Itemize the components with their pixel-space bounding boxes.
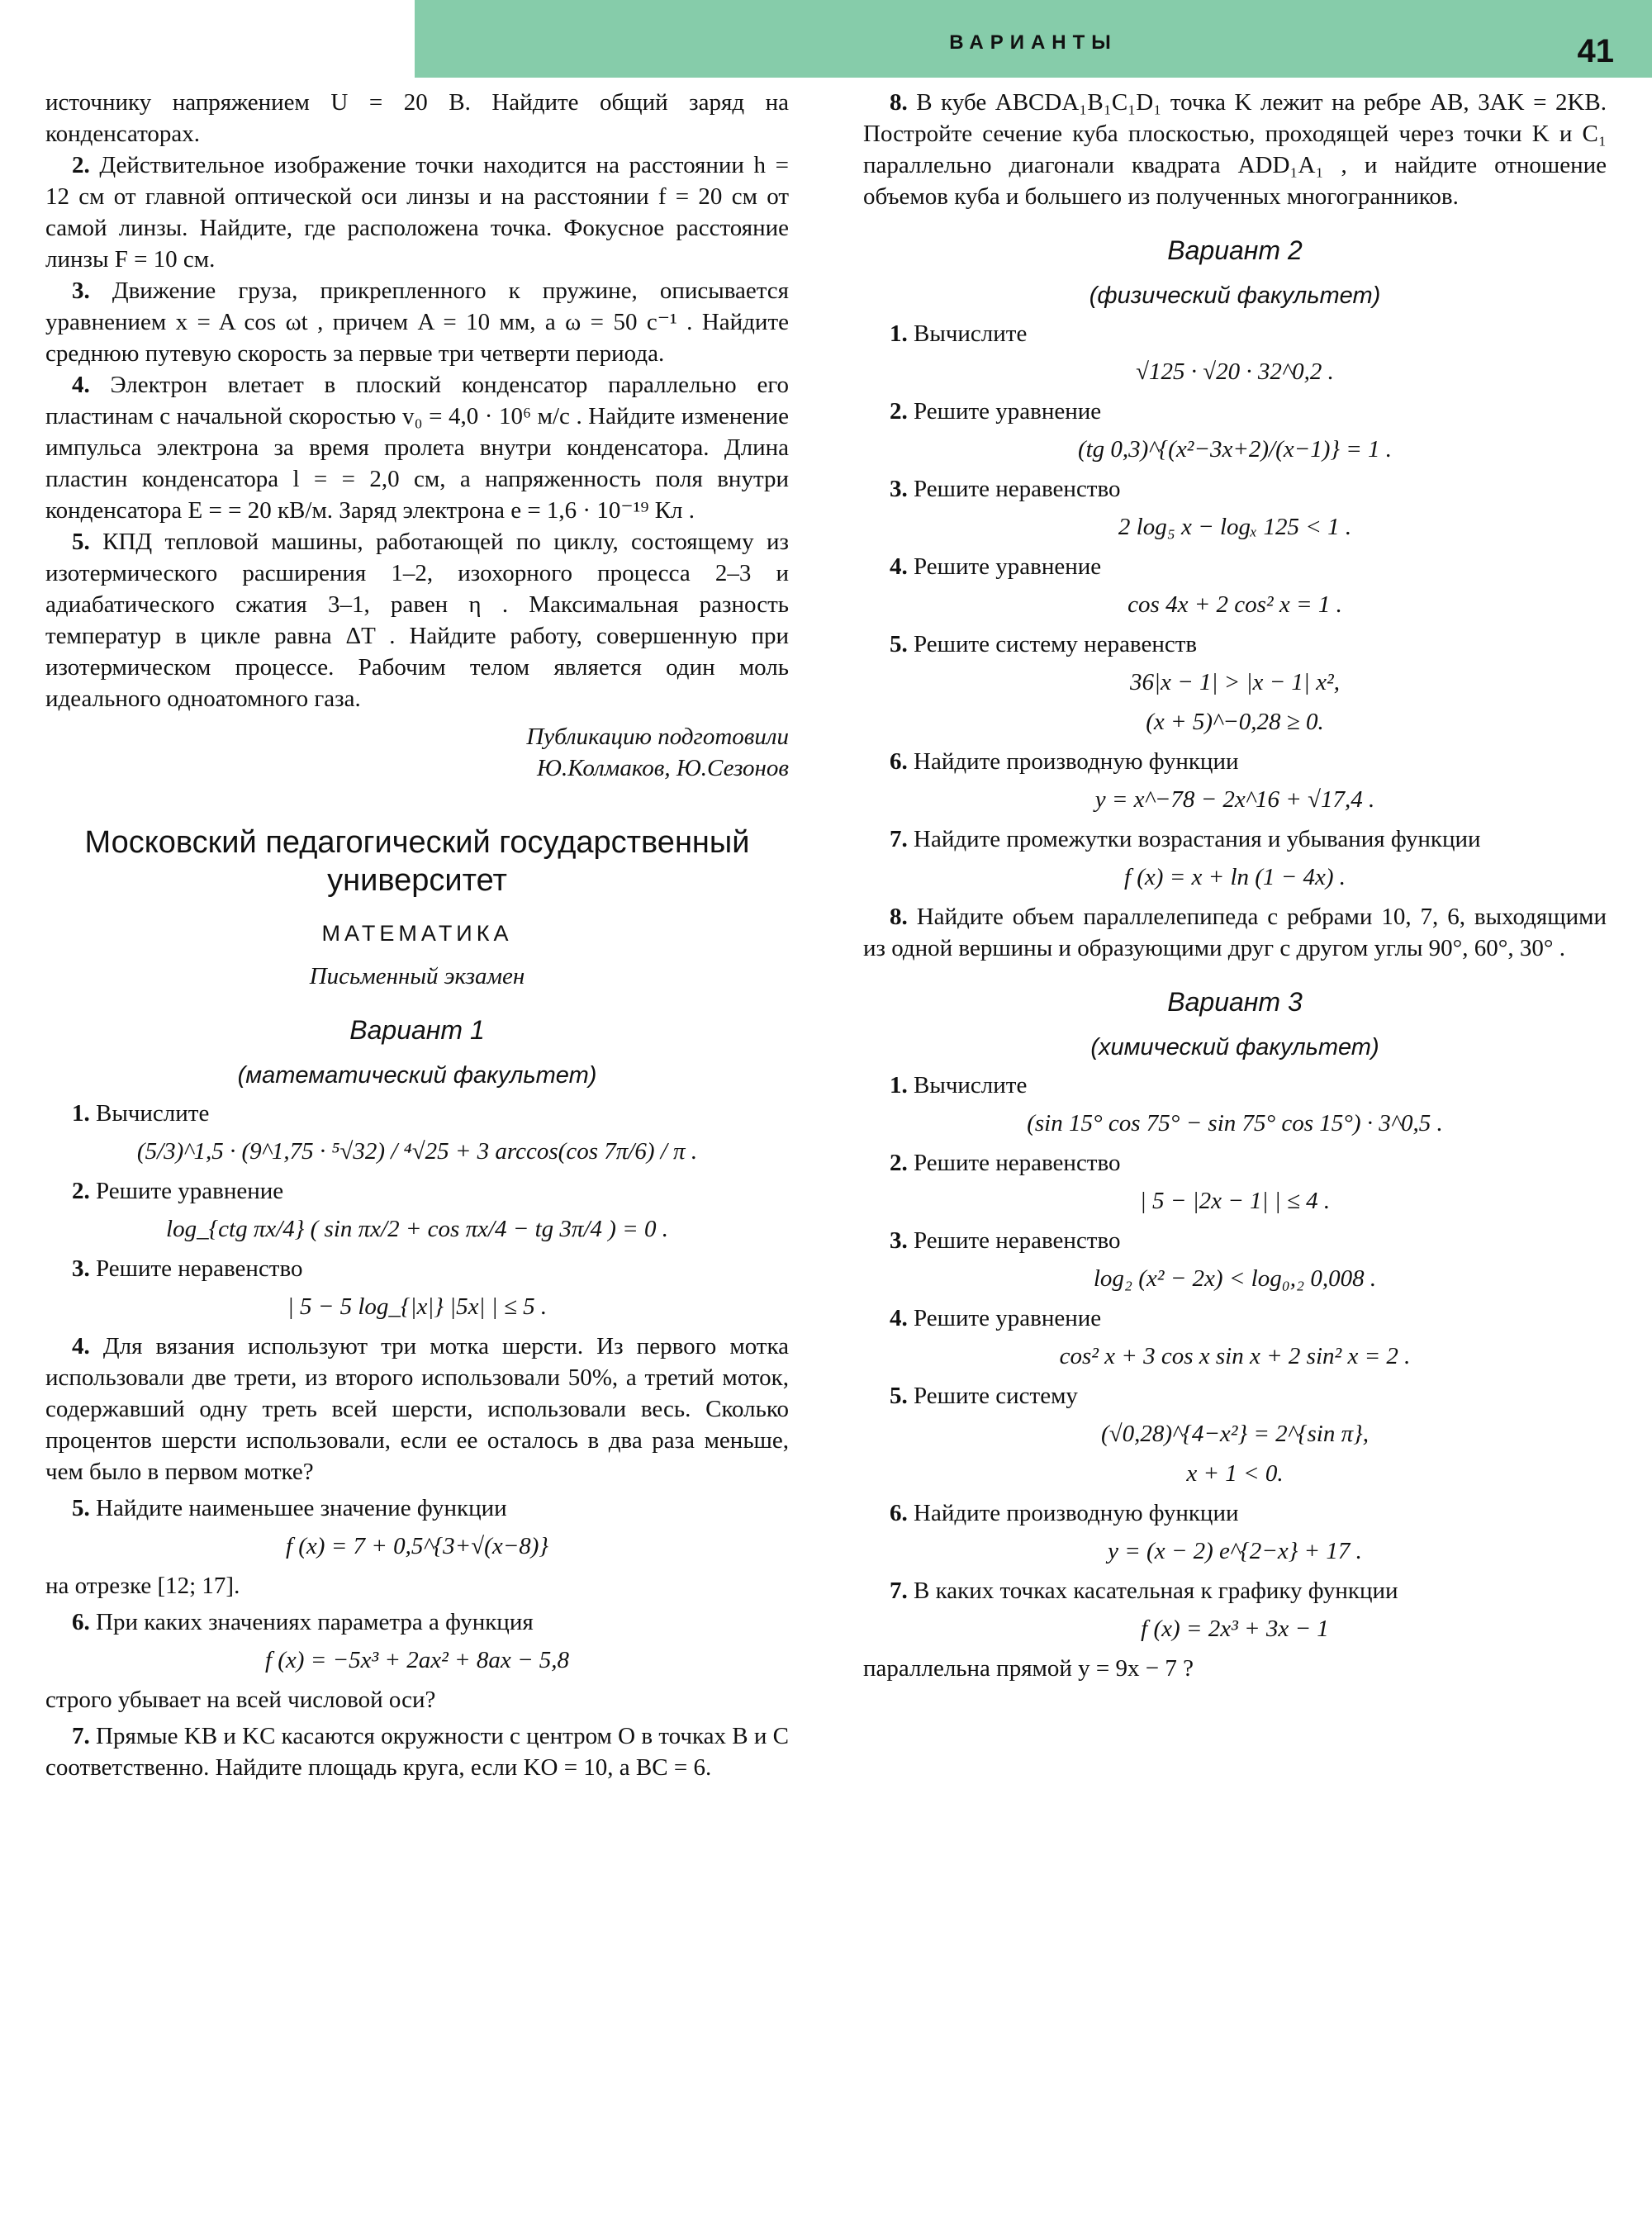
v3-task-5: 5. Решите систему [890,1383,1078,1409]
section-title: ВАРИАНТЫ [949,31,1118,54]
v3-task-3: 3. Решите неравенство [890,1227,1121,1254]
v2-task-6-formula: y = x^−78 − 2x^16 + √17,4 . [1094,786,1375,813]
page-number: 41 [1577,33,1614,69]
v1-task-2-formula: log_{ctg πx/4} ( sin πx/2 + cos πx/4 − tg 3π/4 ) = 0 . [166,1216,668,1242]
variant-3-heading: Вариант 3 [1167,987,1303,1017]
v3-task-4: 4. Решите уравнение [890,1305,1102,1331]
v3-task-2-formula: | 5 − |2x − 1| | ≤ 4 . [1139,1188,1331,1214]
v3-task-5-formula-line-2: x + 1 < 0. [1186,1460,1284,1487]
variant-2-heading: Вариант 2 [1167,235,1303,265]
v1-task-3: 3. Решите неравенство [72,1255,303,1282]
v2-task-2-formula: (tg 0,3)^{(x²−3x+2)/(x−1)} = 1 . [1077,436,1393,463]
v3-task-7-formula: f (x) = 2x³ + 3x − 1 [1141,1616,1329,1642]
v2-task-5: 5. Решите систему неравенств [890,631,1198,657]
physics-task-1-tail: источнику напряжением U = 20 В. Найдите общий заряд на конденсаторах. [45,89,789,147]
v2-task-7-formula: f (x) = x + ln (1 − 4x) . [1123,864,1346,890]
variant-3-faculty: (химический факультет) [1090,1034,1379,1061]
v2-task-4-formula: cos 4x + 2 cos² x = 1 . [1127,591,1342,618]
v1-task-1-formula: (5/3)^1,5 · (9^1,75 · ⁵√32) / ⁴√25 + 3 arccos(cos 7π/6) / π . [136,1138,698,1165]
v3-task-2: 2. Решите неравенство [890,1150,1121,1176]
left-column [45,87,789,1783]
right-column [863,87,1607,1684]
subject-title: МАТЕМАТИКА [321,921,513,946]
v2-task-2: 2. Решите уравнение [890,398,1102,425]
v2-task-6: 6. Найдите производную функции [890,748,1239,775]
v3-task-3-formula: log₂ (x² − 2x) < log₀,₂ 0,008 . [1093,1265,1377,1292]
v2-task-5-formula-line-2: (x + 5)^−0,28 ≥ 0. [1146,709,1324,735]
header-band [415,0,1652,78]
credits: Публикацию подготовили Ю.Колмаков, Ю.Сезонов [526,724,789,781]
v3-task-7: 7. В каких точках касательная к графику функции [890,1578,1398,1604]
physics-task-4: 4. Электрон влетает в плоский конденсатор параллельно его пластинам с начальной скоростью v₀ = 4,0 · 10⁶ м/с . Найдите изменение импульса электрона за время пролета внутри конденсатора. Длина пластин конденсатора l = = 2,0 см, а напряженность поля внутри конденсатора E = = 20 кВ/м. Заряд электрона e = 1,6 · 10⁻¹⁹ Кл . [45,372,789,524]
v2-task-1: 1. Вычислите [890,320,1028,347]
variant-1-faculty: (математический факультет) [237,1062,597,1089]
v3-task-4-formula: cos² x + 3 cos x sin x + 2 sin² x = 2 . [1059,1343,1411,1369]
v1-task-6-tail: строго убывает на всей числовой оси? [45,1687,436,1713]
v1-task-1: 1. Вычислите [72,1100,210,1127]
v1-task-8: 8. В кубе ABCDA₁B₁C₁D₁ точка K лежит на ребре AB, 3AK = 2KB. Постройте сечение куба плоскостью, проходящей через точки K и C₁ параллельно диагонали квадрата ADD₁A₁ , и найдите отношение объемов куба и большего из полученных многогранников. [863,89,1607,210]
exam-type: Письменный экзамен [309,963,525,989]
v1-task-6: 6. При каких значениях параметра a функция [72,1609,534,1635]
v1-task-2: 2. Решите уравнение [72,1178,284,1204]
physics-task-5: 5. КПД тепловой машины, работающей по циклу, состоящему из изотермического расширения 1–2, изохорного процесса 2–3 и адиабатического сжатия 3–1, равен η . Максимальная разность температур в цикле равна ΔT . Найдите работу, совершенную при изотермическом процессе. Рабочим телом является один моль идеального одноатомного газа. [45,529,789,712]
variant-1-heading: Вариант 1 [349,1015,485,1045]
v2-task-4: 4. Решите уравнение [890,553,1102,580]
v3-task-1: 1. Вычислите [890,1072,1028,1099]
university-title: Московский педагогический государственный университет [84,825,750,898]
v3-task-5-formula-line-1: (√0,28)^{4−x²} = 2^{sin π}, [1101,1421,1369,1447]
v3-task-1-formula: (sin 15° cos 75° − sin 75° cos 15°) · 3^0,5 . [1027,1110,1443,1136]
v1-task-5-tail: на отрезке [12; 17]. [45,1573,240,1599]
variant-2-faculty: (физический факультет) [1089,282,1381,309]
v2-task-8: 8. Найдите объем параллелепипеда с ребрами 10, 7, 6, выходящими из одной вершины и образующими друг с другом углы 90°, 60°, 30° . [863,904,1607,961]
v2-task-3-formula: 2 log₅ x − logₓ 125 < 1 . [1118,514,1352,540]
v2-task-3: 3. Решите неравенство [890,476,1121,502]
v1-task-7: 7. Прямые KB и KC касаются окружности с центром O в точках B и C соответственно. Найдите площадь круга, если KO = 10, а BC = 6. [45,1723,790,1781]
v3-task-7-tail: параллельна прямой y = 9x − 7 ? [863,1655,1194,1682]
physics-task-3: 3. Движение груза, прикрепленного к пружине, описывается уравнением x = A cos ωt , причем A = 10 мм, а ω = 50 с⁻¹ . Найдите среднюю путевую скорость за первые три четверти периода. [45,278,790,367]
v3-task-6-formula: y = (x − 2) e^{2−x} + 17 . [1108,1538,1362,1564]
v1-task-5-formula: f (x) = 7 + 0,5^{3+√(x−8)} [285,1533,549,1559]
v2-task-7: 7. Найдите промежутки возрастания и убывания функции [890,826,1481,852]
v1-task-3-formula: | 5 − 5 log_{|x|} |5x| | ≤ 5 . [287,1293,548,1320]
v2-task-1-formula: √125 · √20 · 32^0,2 . [1136,358,1334,385]
v2-task-5-formula-line-1: 36|x − 1| > |x − 1| x², [1130,669,1340,695]
v1-task-6-formula: f (x) = −5x³ + 2ax² + 8ax − 5,8 [264,1647,570,1673]
v1-task-5: 5. Найдите наименьшее значение функции [72,1495,507,1521]
v1-task-4: 4. Для вязания используют три мотка шерсти. Из первого мотка использовали две трети, из второго использовали 50%, а третий моток, содержавший одну треть всей шерсти, использовали весь. Сколько процентов шерсти использовали, если ее осталось в два раза меньше, чем было в первом мотке? [45,1333,790,1485]
v3-task-6: 6. Найдите производную функции [890,1500,1239,1526]
physics-task-2: 2. Действительное изображение точки находится на расстоянии h = 12 см от главной оптической оси линзы и на расстоянии f = 20 см от самой линзы. Найдите, где расположена точка. Фокусное расстояние линзы F = 10 см. [45,152,790,273]
